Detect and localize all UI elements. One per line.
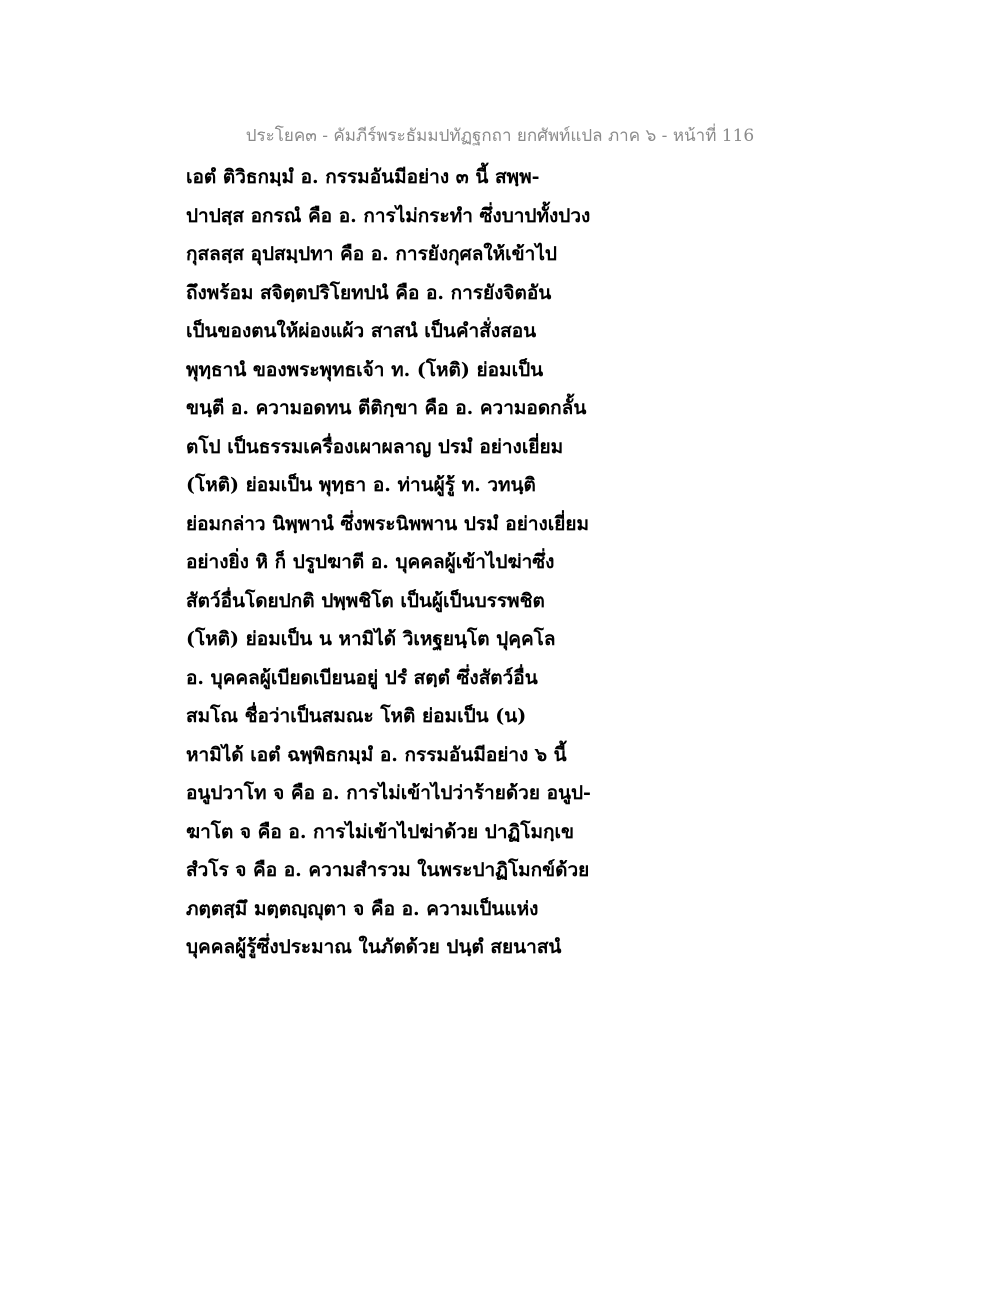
text-line: พุทฺธานํ ของพระพุทธเจ้า ท. (โหติ) ย่อมเป็น (186, 358, 544, 381)
text-line: อนูปวาโท จ คือ อ. การไม่เข้าไปว่าร้ายด้วย อนูป- (186, 782, 591, 804)
text-line: สํวโร จ คือ อ. ความสำรวม ในพระปาฏิโมกข์ด้วย (186, 859, 590, 881)
text-line: กุสลสฺส อุปสมฺปทา คือ อ. การยังกุศลให้เข้าไป (186, 243, 557, 265)
text-line: บุคคลผู้รู้ซึ่งประมาณ ในภัตด้วย ปนฺตํ สยนาสนํ (186, 936, 562, 958)
text-line: สัตว์อื่นโดยปกติ ปพฺพชิโต เป็นผู้เป็นบรรพชิต (186, 589, 545, 612)
text-line: ขนฺตี อ. ความอดทน ตีติกฺขา คือ อ. ความอดกลั้น (186, 397, 587, 419)
text-line: ภตฺตสฺมึ มตฺตญฺญุตา จ คือ อ. ความเป็นแห่ง (186, 897, 539, 920)
text-line: ย่อมกล่าว นิพฺพานํ ซึ่งพระนิพพาน ปรมํ อย่างเยี่ยม (186, 512, 590, 535)
text-line: (โหติ) ย่อมเป็น พุทฺธา อ. ท่านผู้รู้ ท. วทนฺติ (186, 474, 536, 496)
text-line: ฆาโต จ คือ อ. การไม่เข้าไปฆ่าด้วย ปาฏิโมกฺเข (186, 820, 575, 843)
text-line: อ. บุคคลผู้เบียดเบียนอยู่ ปรํ สตฺตํ ซึ่งสัตว์อื่น (186, 666, 538, 689)
text-line: อย่างยิ่ง หิ ก็ ปรูปฆาตี อ. บุคคลผู้เข้าไปฆ่าซึ่ง (186, 551, 555, 573)
text-line: หามิได้ เอตํ ฉพฺพิธกมฺมํ อ. กรรมอันมีอย่าง ๖ นี้ (186, 743, 567, 766)
text-line: เป็นของตนให้ผ่องแผ้ว สาสนํ เป็นคำสั่งสอน (186, 320, 537, 342)
text-line: (โหติ) ย่อมเป็น น หามิได้ วิเหฐยนฺโต ปุคฺคโล (186, 628, 556, 650)
text-line: ตโป เป็นธรรมเครื่องเผาผลาญ ปรมํ อย่างเยี่ยม (186, 435, 564, 458)
body-text (186, 158, 646, 967)
text-line: สมโณ ชื่อว่าเป็นสมณะ โหติ ย่อมเป็น (น) (186, 705, 527, 727)
page-header: ประโยค๓ - คัมภีร์พระธัมมปทัฏฐกถา ยกศัพท์แปล ภาค ๖ - หน้าที่ 116 (245, 126, 755, 146)
text-line: ถึงพร้อม สจิตฺตปริโยทปนํ คือ อ. การยังจิตอัน (186, 281, 552, 304)
text-line: เอตํ ติวิธกมฺมํ อ. กรรมอันมีอย่าง ๓ นี้ สพฺพ- (186, 166, 540, 188)
text-line: ปาปสฺส อกรณํ คือ อ. การไม่กระทำ ซึ่งบาปทั้งปวง (186, 204, 591, 227)
